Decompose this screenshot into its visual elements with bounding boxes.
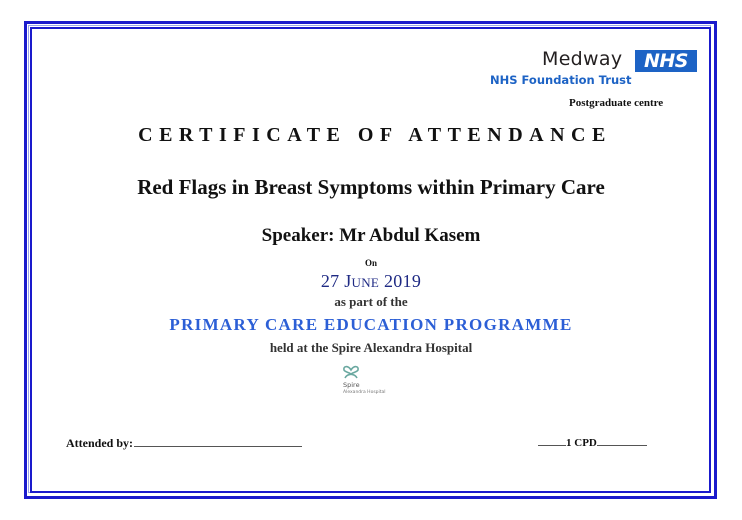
attended-by-line <box>134 435 302 447</box>
cpd-line-right <box>597 435 647 446</box>
attended-by-field <box>66 435 302 451</box>
logo-org-name: Medway <box>542 48 623 70</box>
cpd-line-left <box>538 435 566 446</box>
programme-name: PRIMARY CARE EDUCATION PROGRAMME <box>169 315 573 334</box>
as-part-of-label: as part of the <box>334 294 408 309</box>
cpd-value: 1 CPD <box>566 437 597 449</box>
nhs-badge: NHS <box>635 50 697 72</box>
cpd-field <box>538 435 647 449</box>
spire-logo <box>341 364 411 404</box>
logo-trust-name: NHS Foundation Trust <box>490 73 632 87</box>
event-date: 27 June 2019 <box>320 271 422 291</box>
speaker-name: Speaker: Mr Abdul Kasem <box>261 225 481 246</box>
course-title: Red Flags in Breast Symptoms within Primary Care <box>137 175 605 199</box>
certificate-title: CERTIFICATE OF ATTENDANCE <box>138 124 612 146</box>
medway-nhs-logo <box>490 48 710 90</box>
spire-heart-icon <box>342 364 360 380</box>
spire-name: Spire <box>343 381 360 389</box>
department-label: Postgraduate centre <box>569 97 664 109</box>
attended-by-label: Attended by: <box>66 436 134 450</box>
venue-text: held at the Spire Alexandra Hospital <box>269 340 473 355</box>
spire-subtitle: Alexandra Hospital <box>343 390 386 395</box>
on-label: On <box>364 258 377 268</box>
